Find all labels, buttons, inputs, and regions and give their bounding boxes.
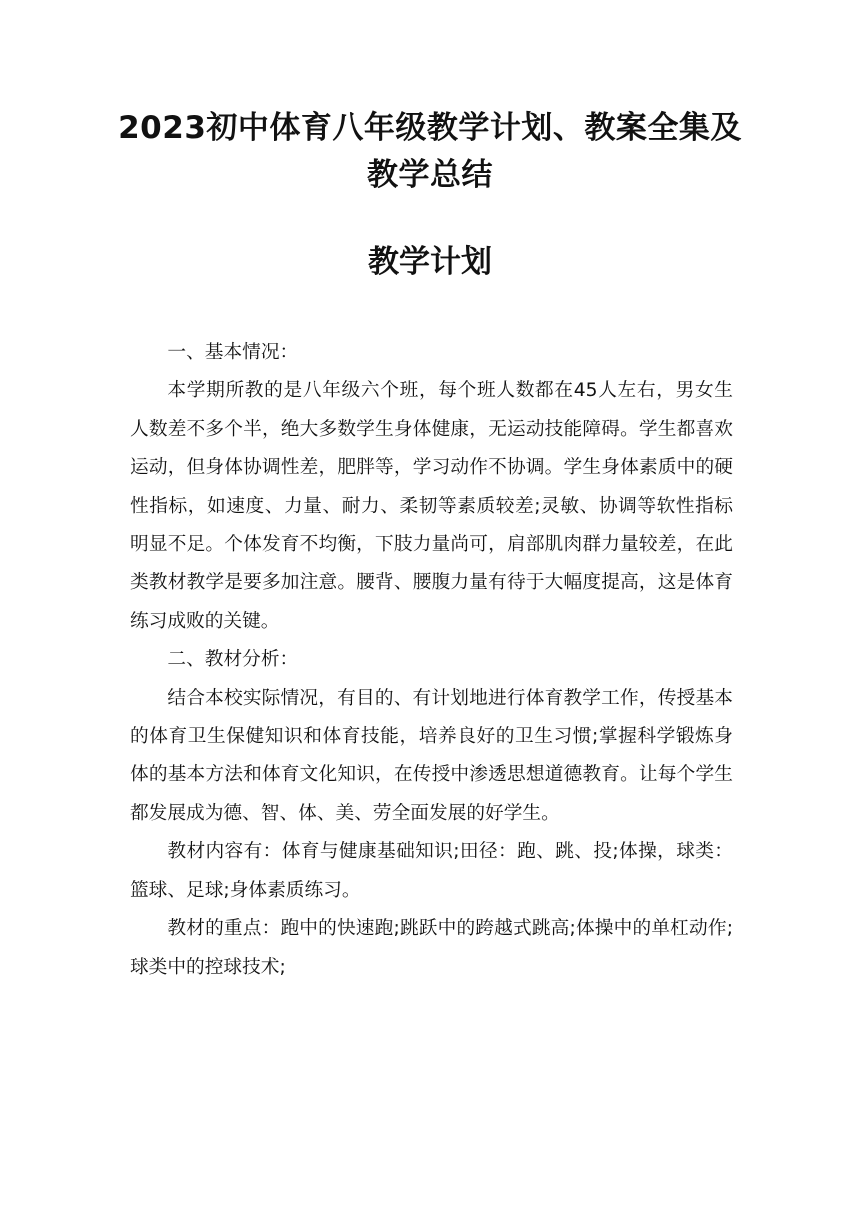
- section-title: 教学计划: [368, 244, 492, 280]
- paragraph-material-content: 教材内容有：体育与健康基础知识;田径：跑、跳、投;体操，球类：篮球、足球;身体素质练习。: [130, 841, 733, 901]
- heading-basic-situation: 一、基本情况：: [167, 342, 299, 363]
- paragraph-material-focus: 教材的重点：跑中的快速跑;跳跃中的跨越式跳高;体操中的单杠动作;球类中的控球技术;: [130, 918, 733, 978]
- document-title-line-2: 教学总结: [367, 157, 493, 193]
- document-title-line-1: 2023初中体育八年级教学计划、教案全集及: [118, 110, 742, 146]
- heading-material-analysis: 二、教材分析：: [167, 649, 299, 671]
- paragraph-material-analysis: 结合本校实际情况，有目的、有计划地进行体育教学工作，传授基本的体育卫生保健知识和体育技能，培养良好的卫生习惯;掌握科学锻炼身体的基本方法和体育文化知识，在传授中渗透思想道德教育。让每个学生都发展成为德、智、体、美、劳全面发展的好学生。: [130, 687, 733, 824]
- paragraph-basic-situation: 本学期所教的是八年级六个班，每个班人数都在45人左右，男女生人数差不多个半，绝大多数学生身体健康，无运动技能障碍。学生都喜欢运动，但身体协调性差，肥胖等，学习动作不协调。学生身体素质中的硬性指标，如速度、力量、耐力、柔韧等素质较差;灵敏、协调等软性指标明显不足。个体发育不均衡，下肢力量尚可，肩部肌肉群力量较差，在此类教材教学是要多加注意。腰背、腰腹力量有待于大幅度提高，这是体育练习成败的关键。: [130, 380, 733, 632]
- document-body: [130, 334, 733, 987]
